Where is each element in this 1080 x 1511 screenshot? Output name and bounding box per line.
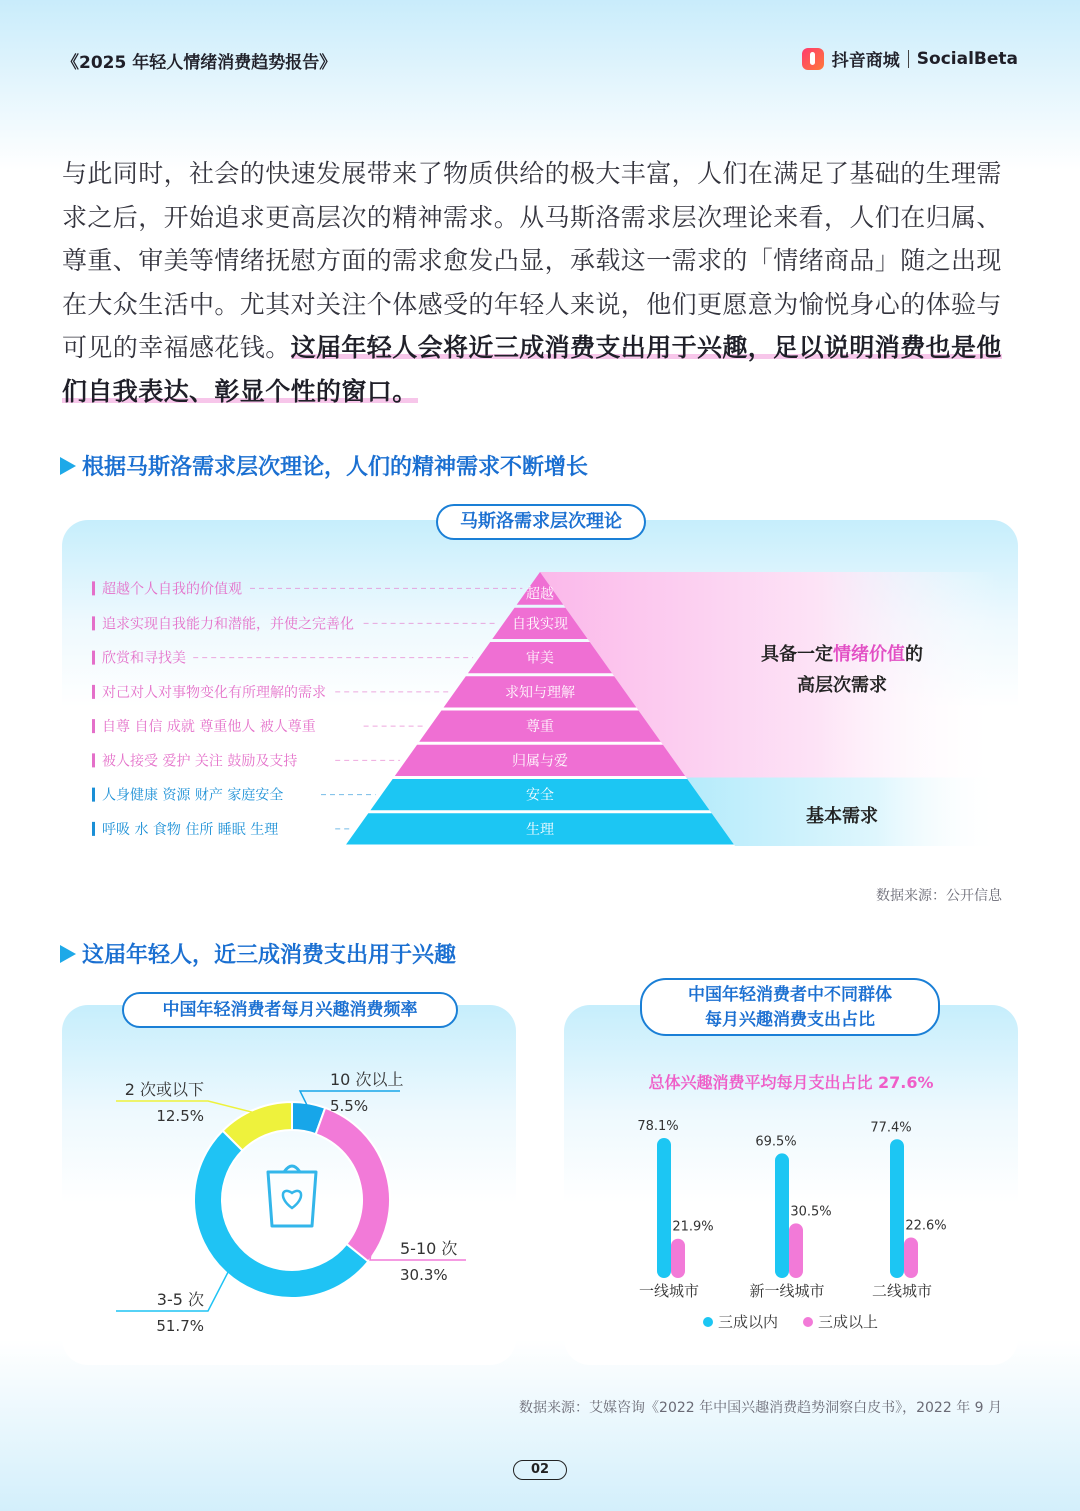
shopping-bag-icon [268, 1166, 316, 1226]
bar-chart-title-1: 中国年轻消费者中不同群体 [688, 985, 892, 1005]
section2-source: 数据来源：艾媒咨询《2022 年中国兴趣消费趋势洞察白皮书》，2022 年 9 月 [519, 1400, 1002, 1416]
legend-swatch-within [703, 1317, 713, 1327]
page-number: 02 [513, 1460, 567, 1480]
section-arrow-icon [60, 945, 76, 963]
level-desc-marker [92, 788, 95, 802]
pyramid-layer-label: 审美 [526, 650, 554, 667]
donut-slice-label: 10 次以上 [330, 1070, 404, 1089]
bar-category-label: 新一线城市 [749, 1282, 825, 1300]
bar [904, 1237, 918, 1278]
section1-title [60, 450, 588, 481]
bar-category-label: 二线城市 [871, 1282, 933, 1300]
legend-within: 三成以内 [718, 1313, 779, 1331]
basic-needs-label: 基本需求 [806, 806, 878, 827]
section1-title-text: 根据马斯洛需求层次理论，人们的精神需求不断增长 [82, 455, 589, 480]
level-description: 对己对人对事物变化有所理解的需求 [102, 684, 326, 701]
level-description: 被人接受 爱护 关注 鼓励及支持 [102, 753, 298, 770]
donut-slice-label: 3-5 次 [156, 1290, 204, 1309]
maslow-panel-title: 马斯洛需求层次理论 [436, 504, 646, 540]
brand-logos [802, 46, 1018, 71]
legend-above: 三成以上 [818, 1313, 879, 1331]
pyramid-layer-label: 自我实现 [512, 616, 568, 633]
bar-value-label: 22.6% [905, 1218, 947, 1234]
level-description: 人身健康 资源 财产 家庭安全 [102, 787, 284, 804]
bar-chart-svg [564, 1100, 1018, 1340]
level-desc-marker [92, 685, 95, 699]
bar-value-label: 21.9% [672, 1219, 714, 1235]
brand-divider [908, 50, 909, 68]
donut-slice-value: 30.3% [400, 1266, 448, 1284]
bar-chart-title-2: 每月兴趣消费支出占比 [705, 1010, 875, 1030]
bar [789, 1223, 803, 1278]
pyramid-layer-label: 生理 [526, 821, 554, 838]
douyin-logo-icon [802, 48, 824, 70]
donut-slice-label: 2 次或以下 [124, 1080, 204, 1099]
bar-value-label: 69.5% [755, 1134, 797, 1150]
donut-slice-value: 5.5% [330, 1097, 369, 1115]
donut-slice [194, 1131, 368, 1298]
level-description: 超越个人自我的价值观 [102, 581, 242, 598]
level-description: 欣赏和寻找美 [102, 650, 186, 667]
pyramid-layer-label: 尊重 [526, 719, 554, 736]
bar [775, 1153, 789, 1278]
intro-highlight: 这届年轻人会将近三成消费支出用于兴趣，足以说明消费也是他们自我表达、彰显个性的窗口。 [62, 333, 1002, 406]
donut-chart-svg [62, 1040, 516, 1360]
intro-paragraph [62, 152, 1022, 413]
level-desc-marker [92, 822, 95, 836]
brand-socialbeta: SocialBeta [916, 48, 1018, 69]
bar-chart-title [640, 978, 940, 1036]
bar [671, 1239, 685, 1278]
legend-swatch-above [803, 1317, 813, 1327]
level-desc-marker [92, 719, 95, 733]
intro-text: 与此同时，社会的快速发展带来了物质供给的极大丰富，人们在满足了基础的生理需求之后，开始追求更高层次的精神需求。从马斯洛需求层次理论来看，人们在归属、尊重、审美等情绪抚慰方面的需求愈发凸显，承载这一需求的「情绪商品」随之出现在大众生活中。尤其对关注个体感受的年轻人来说，他们更愿意为愉悦身心的体验与可见的幸福感花钱。 [62, 159, 1002, 362]
bar-value-label: 78.1% [637, 1119, 679, 1134]
pyramid-layer-label: 安全 [526, 787, 554, 804]
level-desc-marker [92, 651, 95, 665]
pyramid-layer-label: 归属与爱 [512, 753, 568, 770]
level-description: 追求实现自我能力和潜能，并使之完善化 [102, 616, 354, 633]
level-description: 自尊 自信 成就 尊重他人 被人尊重 [102, 719, 316, 736]
bar-value-label: 77.4% [870, 1120, 912, 1136]
bar-category-label: 一线城市 [638, 1282, 700, 1300]
bar-value-label: 30.5% [790, 1204, 832, 1220]
level-description: 呼吸 水 食物 住所 睡眠 生理 [102, 821, 279, 838]
level-desc-marker [92, 753, 95, 767]
section-arrow-icon [60, 457, 76, 475]
level-desc-marker [92, 616, 95, 630]
bar-chart-subtitle: 总体兴趣消费平均每月支出占比 27.6% [648, 1073, 934, 1092]
section1-source: 数据来源：公开信息 [876, 888, 1002, 904]
donut-slice-value: 12.5% [156, 1107, 204, 1125]
pyramid-layer-label: 求知与理解 [505, 684, 575, 701]
pyramid-layer-label: 超越 [526, 586, 554, 603]
section2-title [60, 938, 456, 969]
section2-title-text: 这届年轻人，近三成消费支出用于兴趣 [82, 943, 457, 968]
report-title: 《2025 年轻人情绪消费趋势报告》 [62, 53, 337, 73]
high-needs-label: 具备一定情绪价值的 [761, 644, 923, 665]
high-needs-label-2: 高层次需求 [797, 675, 887, 696]
bar [890, 1139, 904, 1278]
donut-slice [316, 1108, 390, 1262]
donut-slice-label: 5-10 次 [400, 1239, 458, 1258]
donut-chart-title: 中国年轻消费者每月兴趣消费频率 [122, 992, 458, 1028]
brand-douyin: 抖音商城 [831, 51, 900, 71]
donut-slice-value: 51.7% [156, 1317, 204, 1335]
maslow-pyramid-svg [62, 540, 1018, 860]
bar [657, 1138, 671, 1278]
level-desc-marker [92, 581, 95, 595]
